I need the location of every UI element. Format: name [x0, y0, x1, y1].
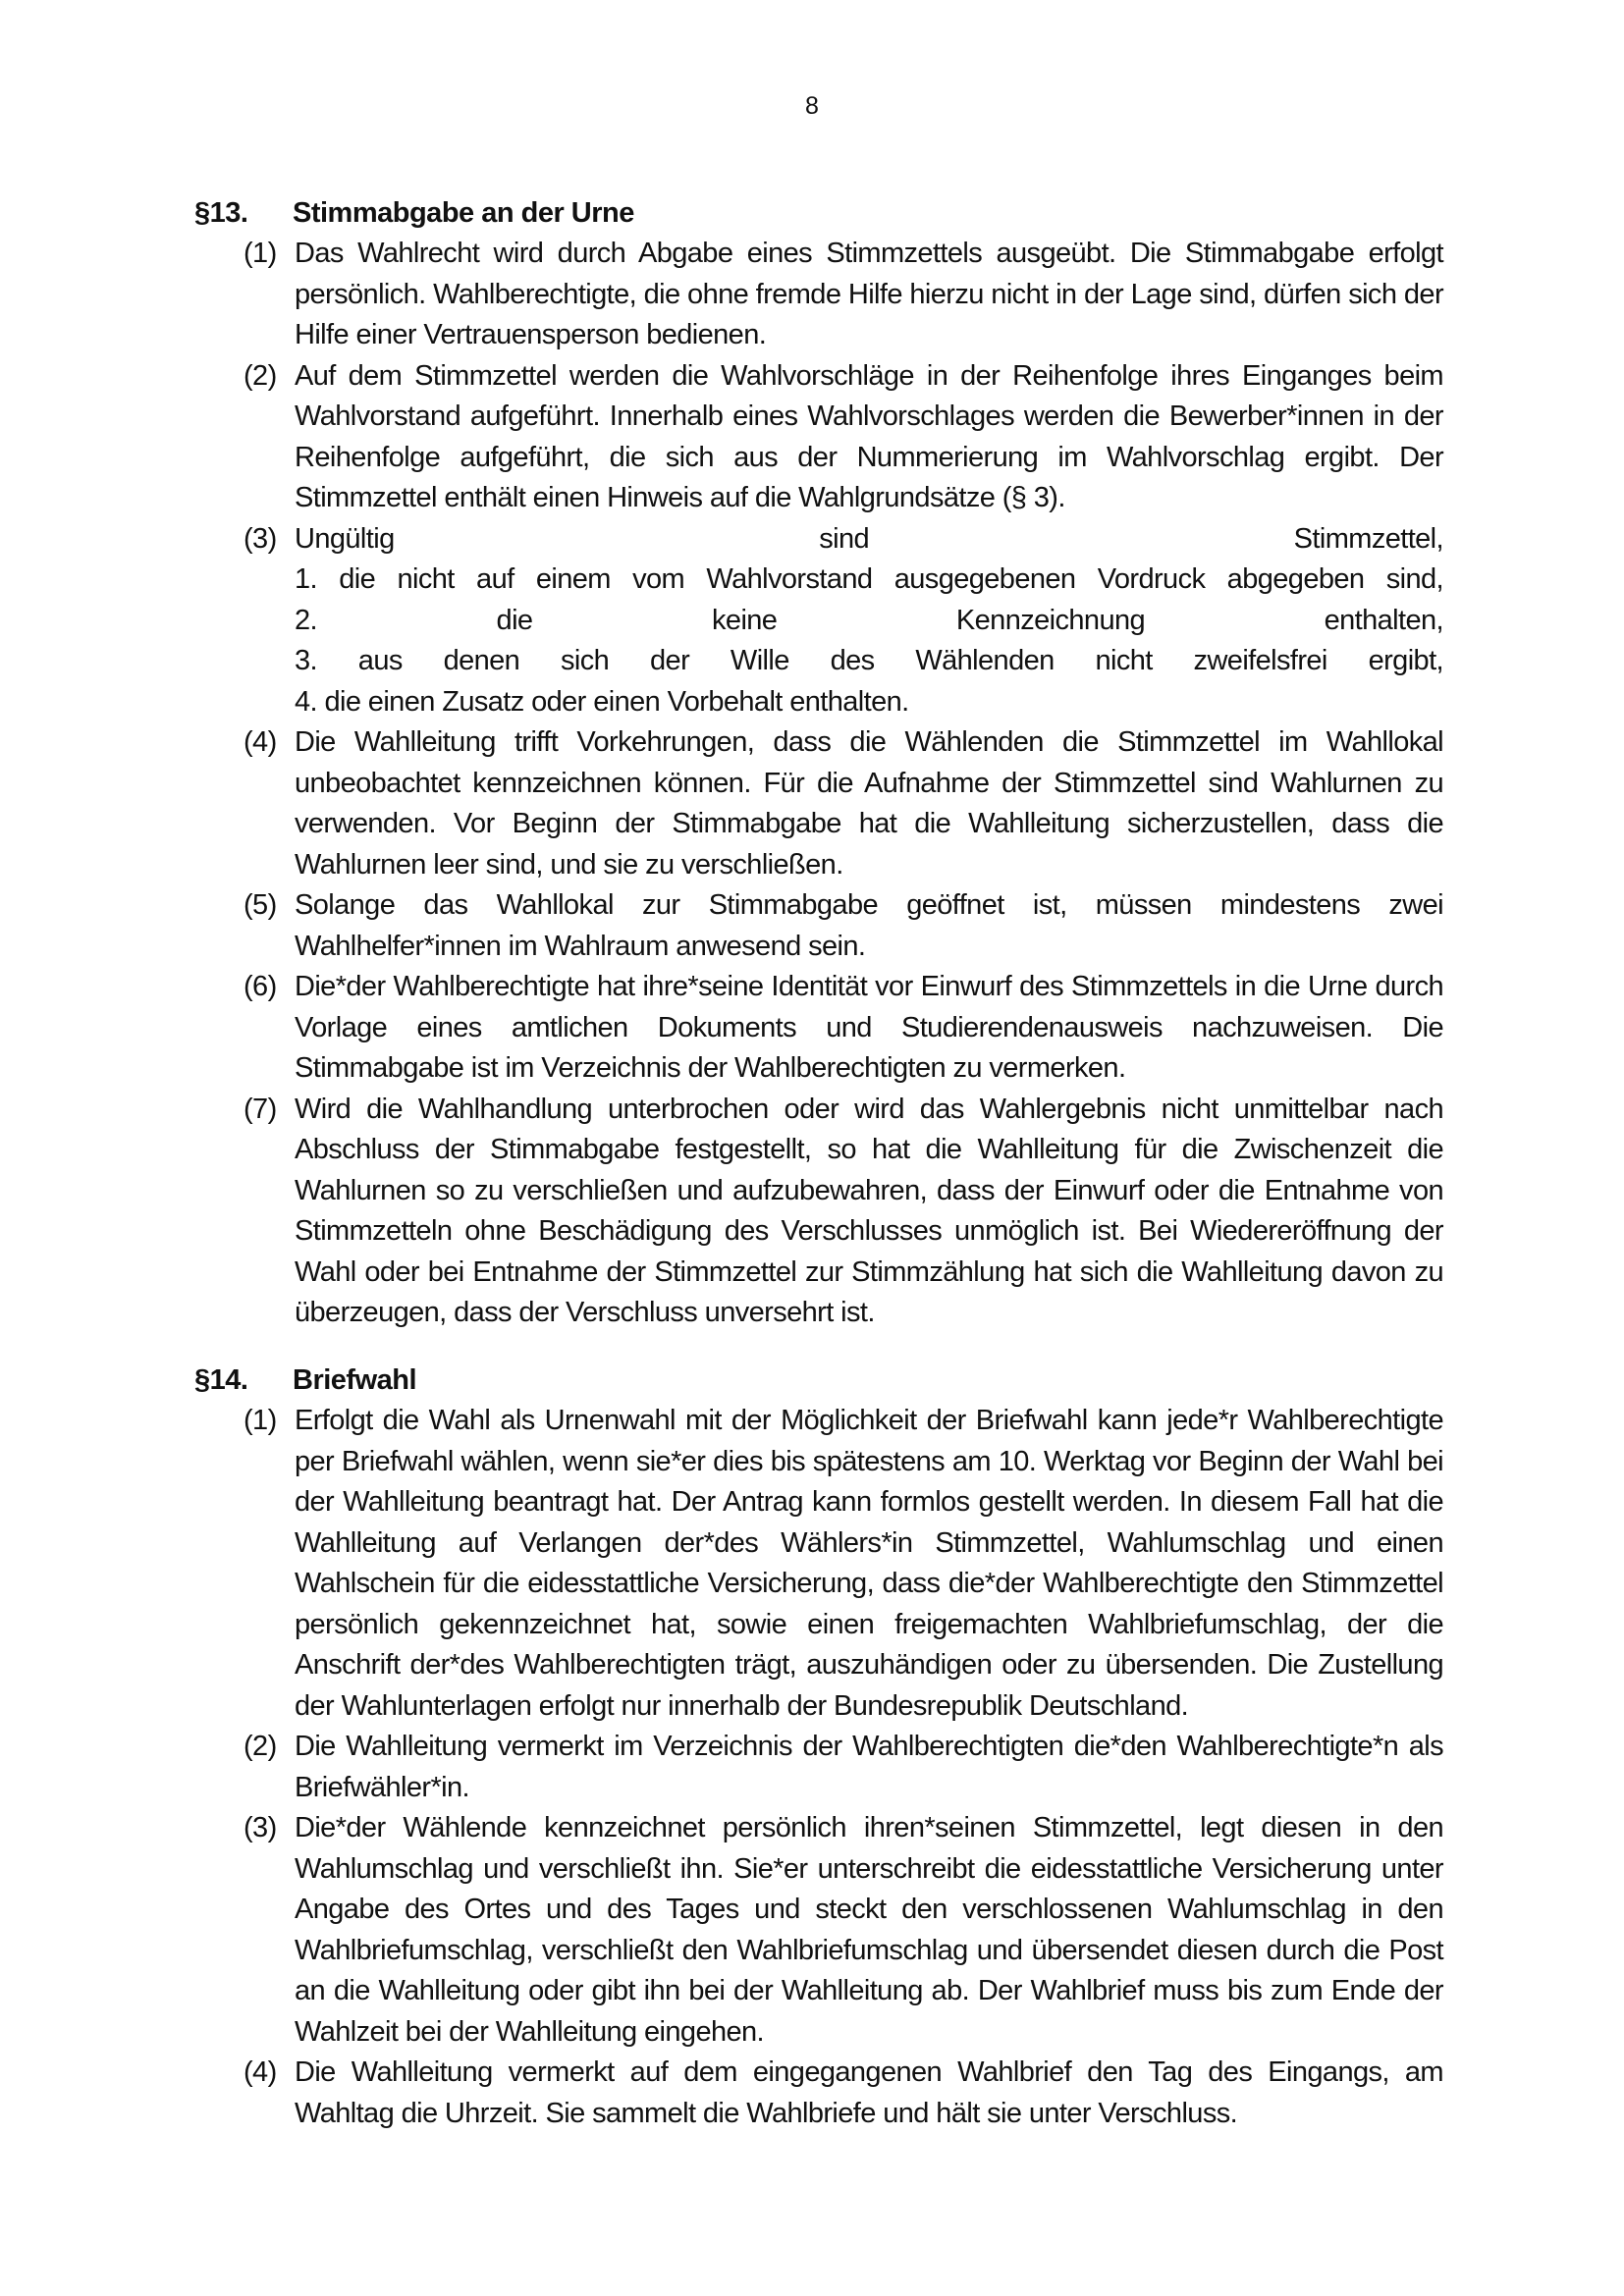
paragraph — [194, 356, 1443, 519]
paragraph-text: Erfolgt die Wahl als Urnenwahl mit der Möglichkeit der Briefwahl kann jede*r Wahlberechtigte per Briefwahl wählen, wenn sie*er dies bis spätestens am 10. Werktag vor Beginn der Wahl bei der Wahlleitung beantragt hat. Der Antrag kann formlos gestellt werden. In diesem Fall hat die Wahlleitung auf Verlangen der*des Wählers*in Stimmzettel, Wahlumschlag und einen Wahlschein für die eidesstattliche Versicherung, dass die*der Wahlberechtigte den Stimmzettel persönlich gekennzeichnet hat, sowie einen freigemachten Wahlbriefumschlag, der die Anschrift der*des Wahlberechtigten trägt, auszuhändigen oder zu übersenden. Die Zustellung der Wahlunterlagen erfolgt nur innerhalb der Bundesrepublik Deutschland. — [295, 1405, 1443, 1722]
section-number: §13. — [194, 197, 248, 229]
paragraph-number: (4) — [244, 2056, 277, 2088]
paragraph — [194, 234, 1443, 356]
paragraph-number: (6) — [244, 971, 277, 1002]
paragraph — [194, 519, 1443, 723]
paragraph-number: (1) — [244, 1405, 277, 1436]
section-heading — [194, 192, 1443, 234]
section-title: Stimmabgabe an der Urne — [293, 197, 634, 229]
paragraph-number: (2) — [244, 1731, 277, 1762]
paragraph — [194, 1808, 1443, 2053]
paragraph-number: (4) — [244, 726, 277, 758]
section-title: Briefwahl — [293, 1364, 417, 1396]
paragraph-text: Solange das Wahllokal zur Stimmabgabe geöffnet ist, müssen mindestens zwei Wahlhelfer*innen im Wahlraum anwesend sein. — [295, 889, 1443, 962]
paragraph-text: Die*der Wählende kennzeichnet persönlich ihren*seinen Stimmzettel, legt diesen in den Wahlumschlag und verschließt ihn. Sie*er unterschreibt die eidesstattliche Versicherung unter Angabe des Ortes und des Tages und steckt den verschlossenen Wahlumschlag in den Wahlbriefumschlag, verschließt den Wahlbriefumschlag und übersendet diesen durch die Post an die Wahlleitung oder gibt ihn bei der Wahlleitung ab. Der Wahlbrief muss bis zum Ende der Wahlzeit bei der Wahlleitung eingehen. — [295, 1812, 1443, 2048]
paragraph — [194, 885, 1443, 967]
list-line: 4. die einen Zusatz oder einen Vorbehalt enthalten. — [295, 685, 909, 718]
section-14 — [194, 1360, 1443, 2134]
section-number: §14. — [194, 1364, 248, 1396]
paragraph-text: Die Wahlleitung vermerkt im Verzeichnis der Wahlberechtigten die*den Wahlberechtigte*n als Briefwähler*in. — [295, 1731, 1443, 1803]
paragraph-number: (5) — [244, 889, 277, 921]
paragraph-text: Die Wahlleitung vermerkt auf dem eingegangenen Wahlbrief den Tag des Eingangs, am Wahltag die Uhrzeit. Sie sammelt die Wahlbriefe und hält sie unter Verschluss. — [295, 2056, 1443, 2129]
list-line: 1. die nicht auf einem vom Wahlvorstand ausgegebenen Vordruck abgegeben sind, — [295, 563, 1443, 595]
paragraph-text-list — [295, 519, 1443, 723]
paragraph — [194, 2053, 1443, 2134]
paragraph-text: Die*der Wahlberechtigte hat ihre*seine Identität vor Einwurf des Stimmzettels in die Urne durch Vorlage eines amtlichen Dokuments und Studierendenausweis nachzuweisen. Die Stimmabgabe ist im Verzeichnis der Wahlberechtigten zu vermerken. — [295, 971, 1443, 1084]
paragraph-number: (7) — [244, 1093, 277, 1125]
paragraph-text: Die Wahlleitung trifft Vorkehrungen, dass die Wählenden die Stimmzettel im Wahllokal unbeobachtet kennzeichnen können. Für die Aufnahme der Stimmzettel sind Wahlurnen zu verwenden. Vor Beginn der Stimmabgabe hat die Wahlleitung sicherzustellen, dass die Wahlurnen leer sind, und sie zu verschließen. — [295, 726, 1443, 881]
list-line: 2. die keine Kennzeichnung enthalten, — [295, 604, 1443, 636]
section-13 — [194, 192, 1443, 1334]
paragraph — [194, 967, 1443, 1090]
paragraph-text: Das Wahlrecht wird durch Abgabe eines Stimmzettels ausgeübt. Die Stimmabgabe erfolgt persönlich. Wahlberechtigte, die ohne fremde Hilfe hierzu nicht in der Lage sind, dürfen sich der Hilfe einer Vertrauensperson bedienen. — [295, 238, 1443, 350]
page-number: 8 — [805, 92, 819, 120]
paragraph-text: Auf dem Stimmzettel werden die Wahlvorschläge in der Reihenfolge ihres Einganges beim Wahlvorstand aufgeführt. Innerhalb eines Wahlvorschlages werden die Bewerber*innen in der Reihenfolge aufgeführt, die sich aus der Nummerierung im Wahlvorschlag ergibt. Der Stimmzettel enthält einen Hinweis auf die Wahlgrundsätze (§ 3). — [295, 359, 1443, 513]
paragraph — [194, 1401, 1443, 1727]
list-line: 3. aus denen sich der Wille des Wählenden nicht zweifelsfrei ergibt, — [295, 645, 1443, 676]
paragraph — [194, 1090, 1443, 1334]
paragraph-text: Wird die Wahlhandlung unterbrochen oder wird das Wahlergebnis nicht unmittelbar nach Abschluss der Stimmabgabe festgestellt, so hat die Wahlleitung für die Zwischenzeit die Wahlurnen so zu verschließen und aufzubewahren, dass der Einwurf oder die Entnahme von Stimmzetteln ohne Beschädigung des Verschlusses unmöglich ist. Bei Wiedereröffnung der Wahl oder bei Entnahme der Stimmzettel zur Stimmzählung hat sich die Wahlleitung davon zu überzeugen, dass der Verschluss unversehrt ist. — [295, 1093, 1443, 1328]
paragraph — [194, 1727, 1443, 1808]
list-line: Ungültig sind Stimmzettel, — [295, 522, 1443, 555]
paragraph-number: (1) — [244, 238, 277, 269]
paragraph-number: (3) — [244, 1812, 277, 1843]
section-heading — [194, 1360, 1443, 1401]
paragraph — [194, 722, 1443, 885]
paragraph-number: (3) — [244, 522, 277, 555]
paragraph-number: (2) — [244, 359, 277, 392]
